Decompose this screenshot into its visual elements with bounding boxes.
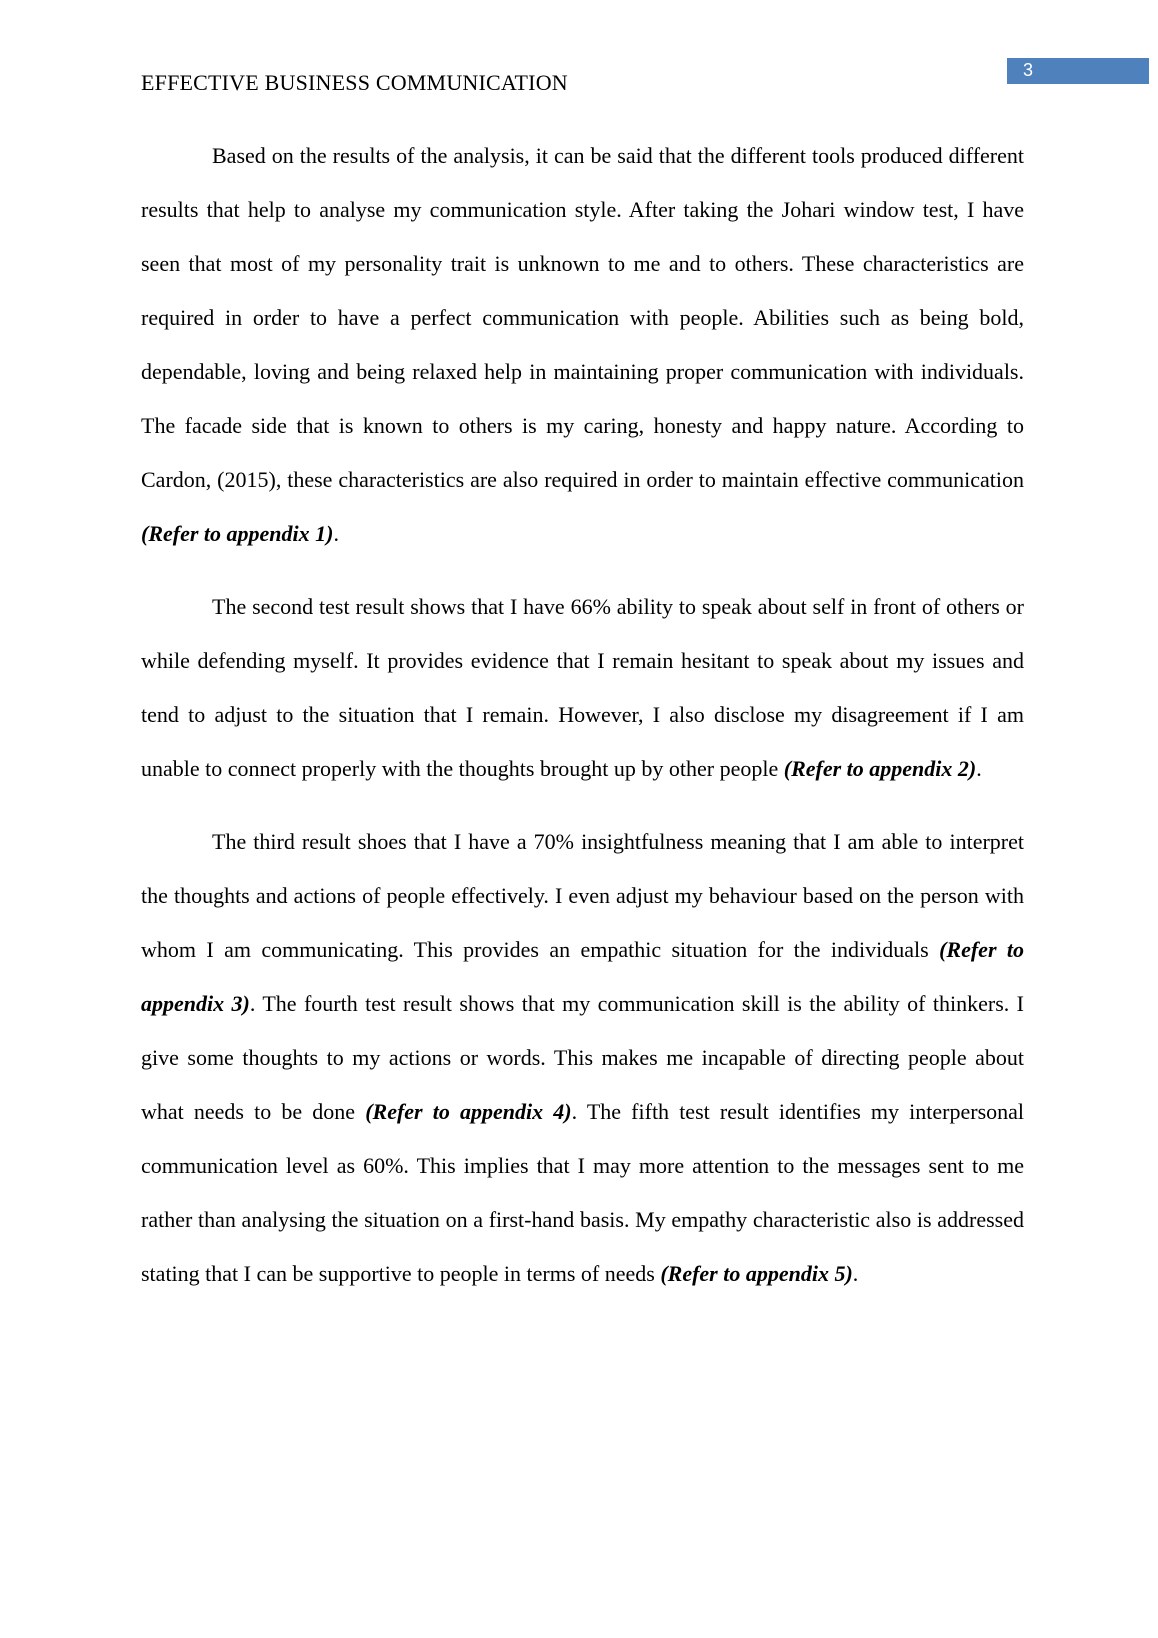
appendix-reference: (Refer to appendix 4) — [365, 1099, 572, 1124]
paragraph-1 — [141, 129, 1024, 561]
page-number: 3 — [1023, 60, 1034, 80]
document-body — [141, 129, 1024, 1320]
paragraph-end: . — [333, 521, 339, 546]
paragraph-end: . — [976, 756, 982, 781]
paragraph-text: . The fourth test result shows that my communication skill is the ability of thinkers. I give some thoughts to my actions or words. This makes me incapable of directing people about what needs to be done — [141, 991, 1024, 1124]
paragraph-text: Based on the results of the analysis, it can be said that the different tools produced different results that help to analyse my communication style. After taking the Johari window test, I have seen that most of my personality trait is unknown to me and to others. These characteristics are required in order to have a perfect communication with people. Abilities such as being bold, dependable, loving and being relaxed help in maintaining proper communication with individuals. The facade side that is known to others is my caring, honesty and happy nature. According to Cardon, (2015), these characteristics are also required in order to maintain effective communication — [141, 143, 1024, 492]
page-header-title: EFFECTIVE BUSINESS COMMUNICATION — [141, 70, 568, 95]
paragraph-end: . — [852, 1261, 859, 1286]
appendix-reference: (Refer to appendix 1) — [141, 521, 334, 546]
page-number-box — [1007, 58, 1149, 84]
paragraph-3 — [141, 815, 1024, 1301]
paragraph-text: The second test result shows that I have 66% ability to speak about self in front of others or while defending myself. It provides evidence that I remain hesitant to speak about my issues and tend to adjust to the situation that I remain. However, I also disclose my disagreement if I am unable to connect properly with the thoughts brought up by other people — [141, 594, 1024, 781]
paragraph-text: The third result shoes that I have a 70% insightfulness meaning that I am able to interpret the thoughts and actions of people effectively. I even adjust my behaviour based on the person with whom I am communicating. This provides an empathic situation for the individuals — [141, 829, 1024, 962]
appendix-reference: (Refer to appendix 3) — [141, 937, 1025, 1016]
paragraph-2 — [141, 580, 1024, 796]
paragraph-text: . The fifth test result identifies my interpersonal communication level as 60%. This implies that I may more attention to the messages sent to me rather than analysing the situation on a first-hand basis. My empathy characteristic also is addressed stating that I can be supportive to people in terms of needs — [141, 1099, 1025, 1286]
appendix-reference: (Refer to appendix 2) — [783, 756, 977, 781]
appendix-reference: (Refer to appendix 5) — [660, 1261, 853, 1286]
